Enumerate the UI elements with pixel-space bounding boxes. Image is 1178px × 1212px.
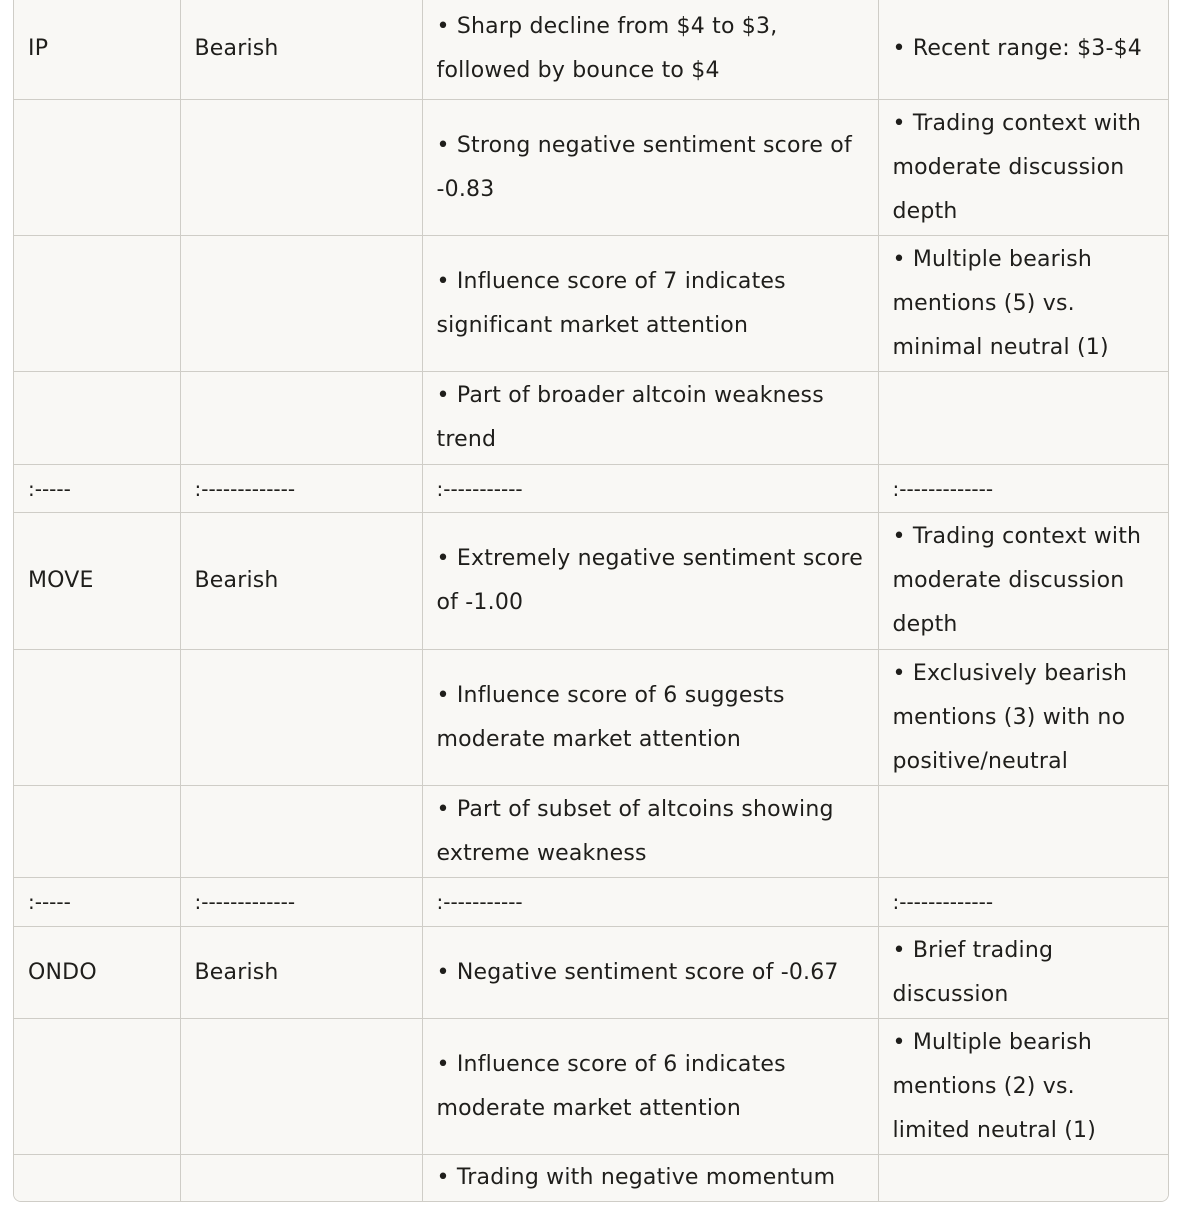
context-cell: • Brief trading discussion (878, 927, 1169, 1019)
context-cell: • Trading context with moderate discussion depth (878, 513, 1169, 650)
ticker-cell: MOVE (14, 513, 180, 650)
separator-cell: :----- (14, 465, 180, 513)
analysis-cell: • Part of broader altcoin weakness trend (422, 372, 878, 465)
sentiment-table (14, 0, 1169, 1202)
table-row (14, 0, 1169, 100)
table-row (14, 650, 1169, 786)
separator-cell: :------------- (180, 878, 422, 927)
sentiment-cell (180, 786, 422, 878)
context-cell (878, 1155, 1169, 1202)
ticker-cell (14, 650, 180, 786)
ticker-cell (14, 236, 180, 372)
sentiment-cell (180, 1019, 422, 1155)
ticker-cell (14, 1155, 180, 1202)
sentiment-cell: Bearish (180, 513, 422, 650)
sentiment-cell (180, 372, 422, 465)
sentiment-cell: Bearish (180, 927, 422, 1019)
analysis-cell: • Trading with negative momentum (422, 1155, 878, 1202)
sentiment-cell (180, 236, 422, 372)
separator-cell: :------------- (878, 878, 1169, 927)
separator-cell: :----- (14, 878, 180, 927)
separator-cell: :------------- (180, 465, 422, 513)
sentiment-cell: Bearish (180, 0, 422, 100)
ticker-cell: ONDO (14, 927, 180, 1019)
sentiment-table-container (13, 0, 1169, 1202)
sentiment-cell (180, 650, 422, 786)
analysis-cell: • Influence score of 6 suggests moderate market attention (422, 650, 878, 786)
table-row (14, 100, 1169, 236)
analysis-cell: • Influence score of 7 indicates significant market attention (422, 236, 878, 372)
table-row (14, 372, 1169, 465)
context-cell (878, 372, 1169, 465)
table-row (14, 1019, 1169, 1155)
context-cell (878, 786, 1169, 878)
context-cell: • Trading context with moderate discussion depth (878, 100, 1169, 236)
ticker-cell (14, 1019, 180, 1155)
analysis-cell: • Influence score of 6 indicates moderate market attention (422, 1019, 878, 1155)
analysis-cell: • Part of subset of altcoins showing extreme weakness (422, 786, 878, 878)
context-cell: • Exclusively bearish mentions (3) with no positive/neutral (878, 650, 1169, 786)
separator-row (14, 878, 1169, 927)
context-cell: • Multiple bearish mentions (5) vs. minimal neutral (1) (878, 236, 1169, 372)
analysis-cell: • Extremely negative sentiment score of -1.00 (422, 513, 878, 650)
analysis-cell: • Negative sentiment score of -0.67 (422, 927, 878, 1019)
table-row (14, 786, 1169, 878)
sentiment-cell (180, 100, 422, 236)
table-row (14, 236, 1169, 372)
ticker-cell (14, 100, 180, 236)
table-row (14, 1155, 1169, 1202)
ticker-cell (14, 372, 180, 465)
ticker-cell: IP (14, 0, 180, 100)
analysis-cell: • Sharp decline from $4 to $3, followed by bounce to $4 (422, 0, 878, 100)
table-row (14, 513, 1169, 650)
separator-cell: :----------- (422, 465, 878, 513)
table-row (14, 927, 1169, 1019)
context-cell: • Multiple bearish mentions (2) vs. limited neutral (1) (878, 1019, 1169, 1155)
analysis-cell: • Strong negative sentiment score of -0.83 (422, 100, 878, 236)
separator-cell: :------------- (878, 465, 1169, 513)
separator-cell: :----------- (422, 878, 878, 927)
sentiment-cell (180, 1155, 422, 1202)
separator-row (14, 465, 1169, 513)
ticker-cell (14, 786, 180, 878)
context-cell: • Recent range: $3-$4 (878, 0, 1169, 100)
